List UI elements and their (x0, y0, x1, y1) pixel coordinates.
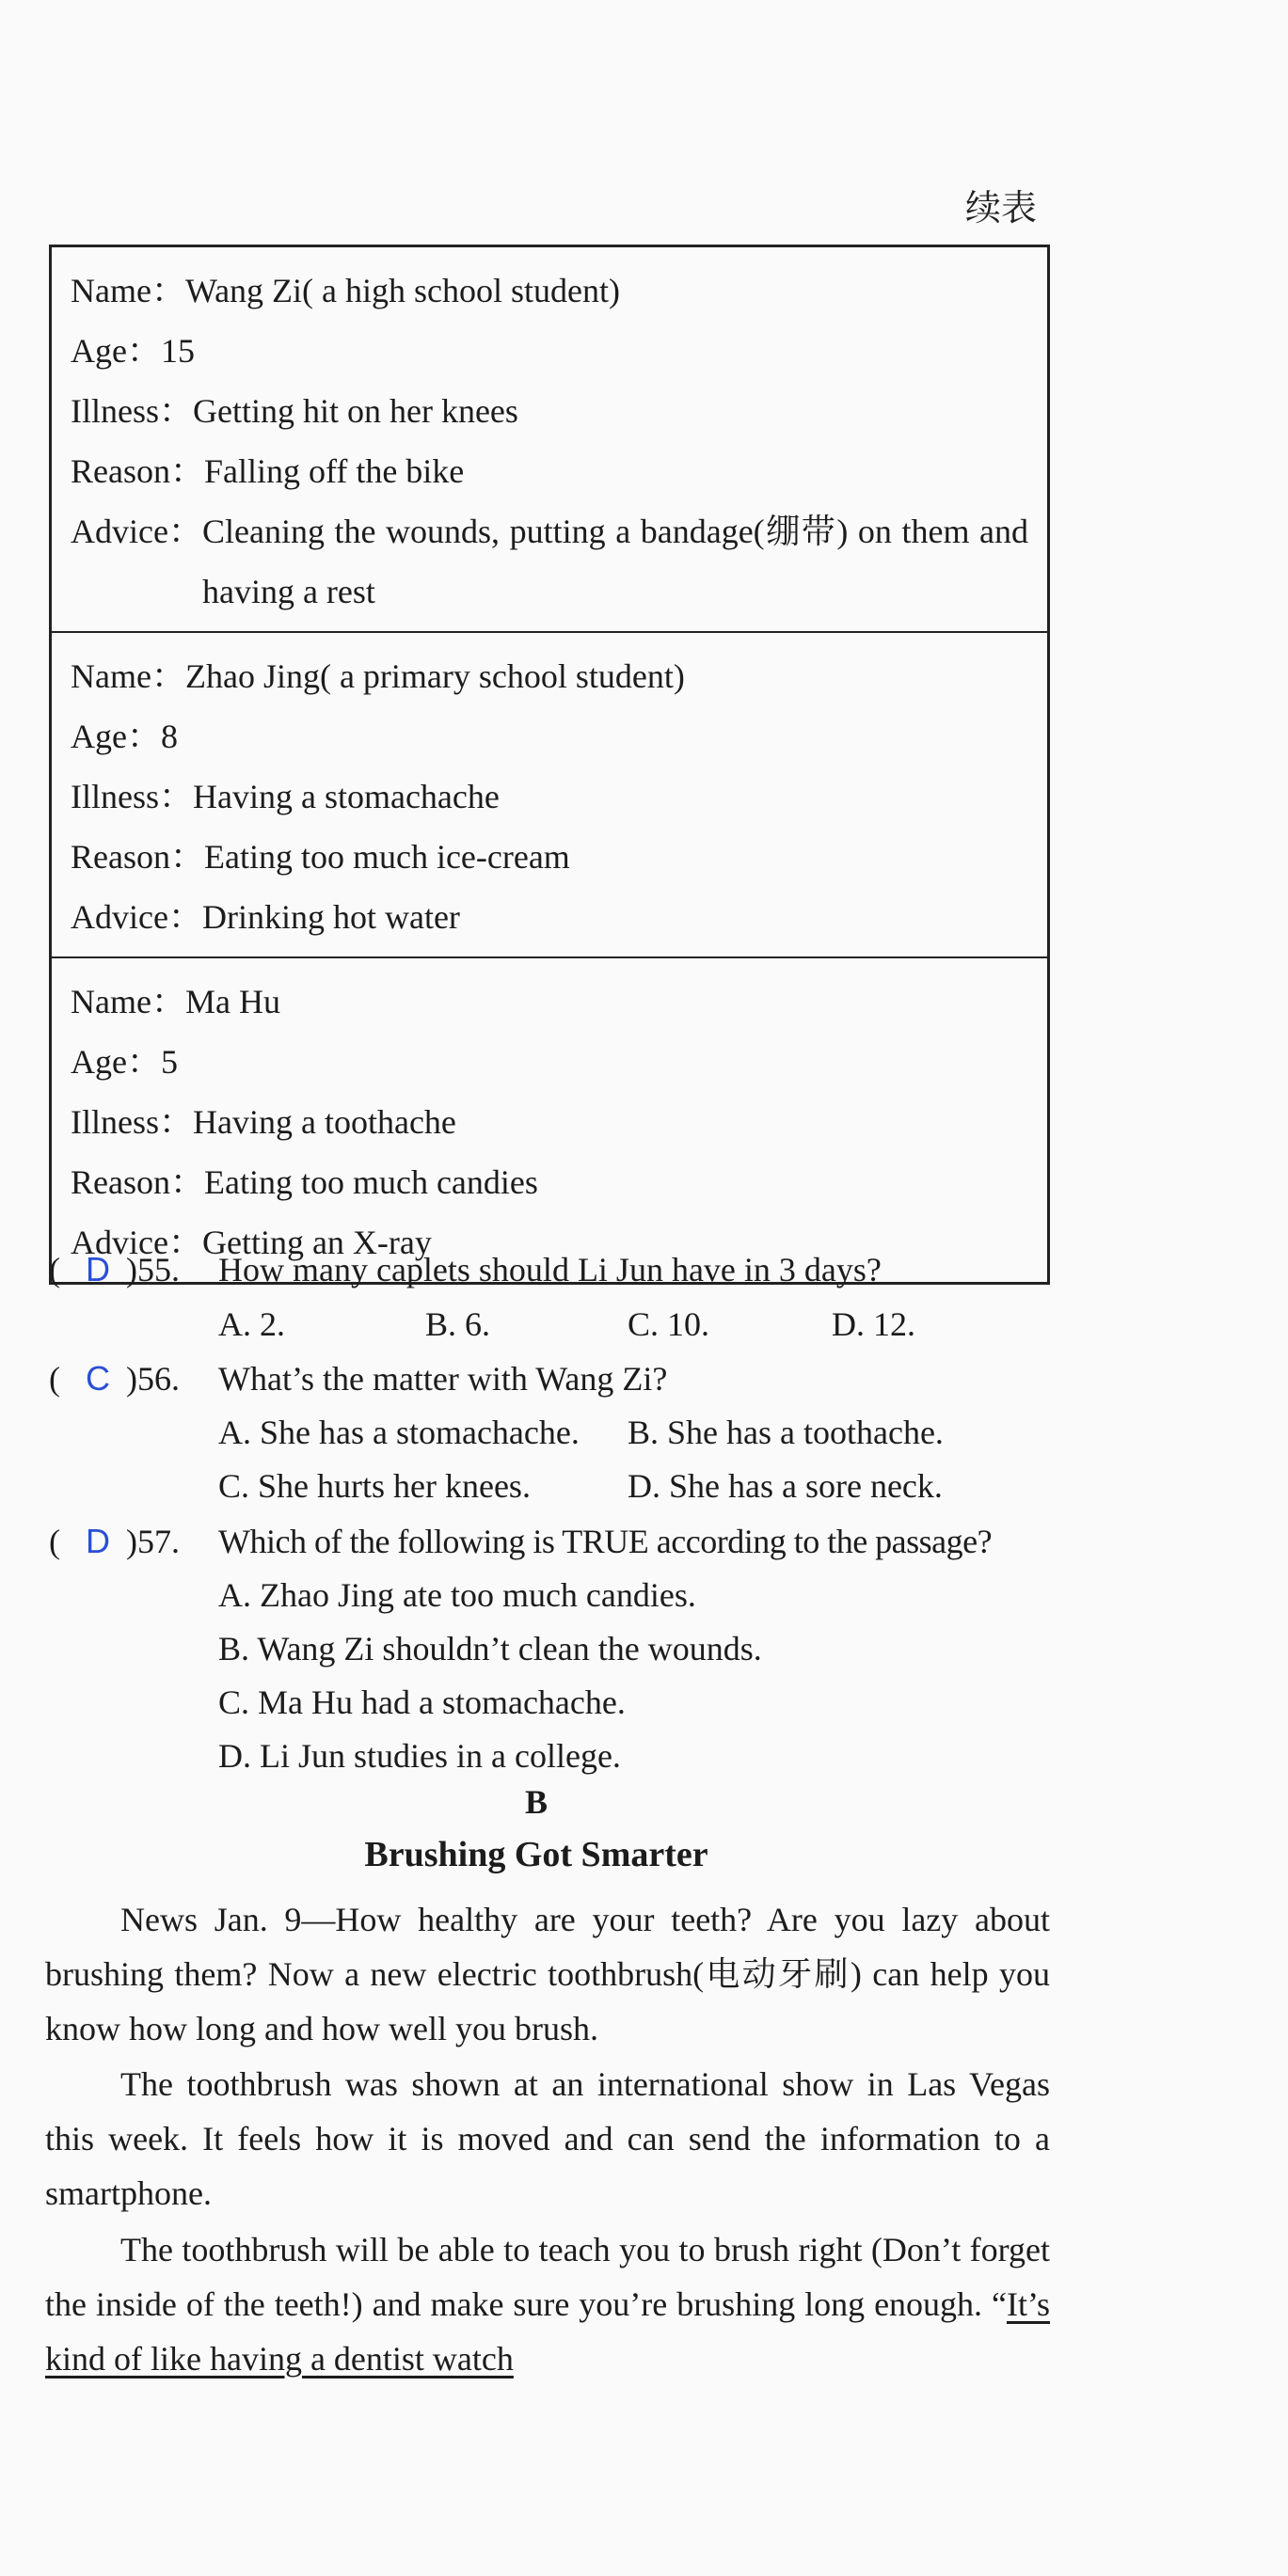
article-paragraph-1: News Jan. 9—How healthy are your teeth? Are you lazy about brushing them? Now a new electric toothbrush(电动牙刷) can help you know how long and how well you brush. (45, 1901, 1050, 2047)
option-c: C. 10. (628, 1305, 710, 1343)
options-row (49, 1297, 1056, 1351)
options-row (49, 1406, 1056, 1460)
question-stem: ( C )56. What’s the matter with Wang Zi? (49, 1351, 1056, 1406)
advice-field: Advice： Cleaning the wounds, putting a bandage(绷带) on them and having a rest (71, 501, 1028, 622)
option-b: B. Wang Zi shouldn’t clean the wounds. (218, 1630, 762, 1667)
article-paragraph-2: The toothbrush was shown at an international show in Las Vegas this week. It feels how it is moved and can send the information to a smartphone. (45, 2065, 1050, 2212)
option-d: D. She has a sore neck. (628, 1467, 943, 1505)
age-value: 5 (160, 1043, 178, 1081)
article-title: Brushing Got Smarter (364, 1835, 708, 1874)
option-d: D. Li Jun studies in a college. (218, 1737, 621, 1775)
illness-field: Illness： Having a stomachache (71, 766, 1028, 827)
question-stem: ( D )57. Which of the following is TRUE according to the passage? (49, 1514, 1056, 1569)
reason-field: Reason： Falling off the bike (71, 441, 1028, 501)
name-value: Ma Hu (184, 983, 280, 1020)
age-field: Age： 5 (71, 1032, 1028, 1092)
illness-value: Having a stomachache (193, 778, 500, 815)
reason-field: Reason： Eating too much ice-cream (71, 827, 1028, 887)
option-a: A. Zhao Jing ate too much candies. (218, 1576, 696, 1614)
options-row (49, 1622, 1056, 1676)
reason-value: Falling off the bike (203, 452, 465, 490)
advice-value: Cleaning the wounds, putting a bandage(绷带) on them and having a rest (201, 513, 1028, 610)
question-57 (49, 1514, 1056, 1783)
question-number: 57. (137, 1523, 180, 1560)
question-stem: ( D )55. How many caplets should Li Jun have in 3 days? (49, 1242, 1056, 1297)
patient-info-table (49, 245, 1050, 1285)
options-row (49, 1569, 1056, 1622)
age-value: 15 (160, 332, 195, 370)
question-number: 56. (137, 1360, 180, 1398)
answer-mark: D (86, 1522, 110, 1560)
illness-value: Having a toothache (193, 1103, 456, 1141)
illness-field: Illness： Having a toothache (71, 1092, 1028, 1152)
age-field: Age： 15 (71, 321, 1028, 381)
illness-field: Illness： Getting hit on her knees (71, 381, 1028, 441)
option-b: B. She has a toothache. (628, 1414, 944, 1451)
answer-mark: C (86, 1359, 110, 1398)
age-field: Age： 8 (71, 706, 1028, 766)
option-b: B. 6. (425, 1305, 491, 1343)
question-text: What’s the matter with Wang Zi? (218, 1360, 668, 1398)
reason-field: Reason： Eating too much candies (71, 1152, 1028, 1212)
question-text: Which of the following is TRUE according to the passage? (218, 1523, 993, 1560)
advice-value: Getting an X-ray (201, 1224, 432, 1261)
illness-value: Getting hit on her knees (193, 392, 518, 430)
name-field: Name： Ma Hu (71, 972, 1028, 1032)
option-d: D. 12. (832, 1305, 915, 1343)
option-a: A. 2. (218, 1305, 285, 1343)
option-c: C. Ma Hu had a stomachache. (218, 1683, 626, 1721)
options-row (49, 1676, 1056, 1730)
option-a: A. She has a stomachache. (218, 1414, 580, 1451)
reason-value: Eating too much candies (203, 1163, 538, 1201)
advice-field: Advice： Getting an X-ray (71, 1212, 1028, 1272)
options-row (49, 1460, 1056, 1513)
question-number: 55. (137, 1251, 180, 1288)
option-c: C. She hurts her knees. (218, 1467, 531, 1505)
question-text: How many caplets should Li Jun have in 3 days? (218, 1251, 882, 1288)
name-value: Wang Zi( a high school student) (184, 272, 620, 309)
name-field: Name： Zhao Jing( a primary school student) (71, 646, 1028, 706)
age-value: 8 (160, 718, 178, 755)
underlined-sentence: It’s kind of like having a dentist watch (45, 2285, 1050, 2378)
continuation-label: 续表 (964, 187, 1037, 229)
reason-value: Eating too much ice-cream (203, 838, 570, 876)
name-value: Zhao Jing( a primary school student) (184, 657, 685, 695)
patient-block-wang-zi (52, 247, 1047, 631)
patient-block-ma-hu (52, 956, 1047, 1282)
patient-block-zhao-jing (52, 631, 1047, 956)
section-letter: B (524, 1783, 548, 1821)
name-field: Name： Wang Zi( a high school student) (71, 261, 1028, 321)
article-paragraph-3: The toothbrush will be able to teach you to brush right (Don’t forget the inside of the teeth!) and make sure you’re brushing long enough. “It’s kind of like having a dentist watch (45, 2231, 1050, 2378)
question-56 (49, 1351, 1056, 1513)
advice-value: Drinking hot water (201, 898, 460, 936)
advice-field: Advice： Drinking hot water (71, 887, 1028, 947)
options-row (49, 1730, 1056, 1783)
question-55 (49, 1242, 1056, 1351)
answer-mark: D (86, 1250, 110, 1288)
